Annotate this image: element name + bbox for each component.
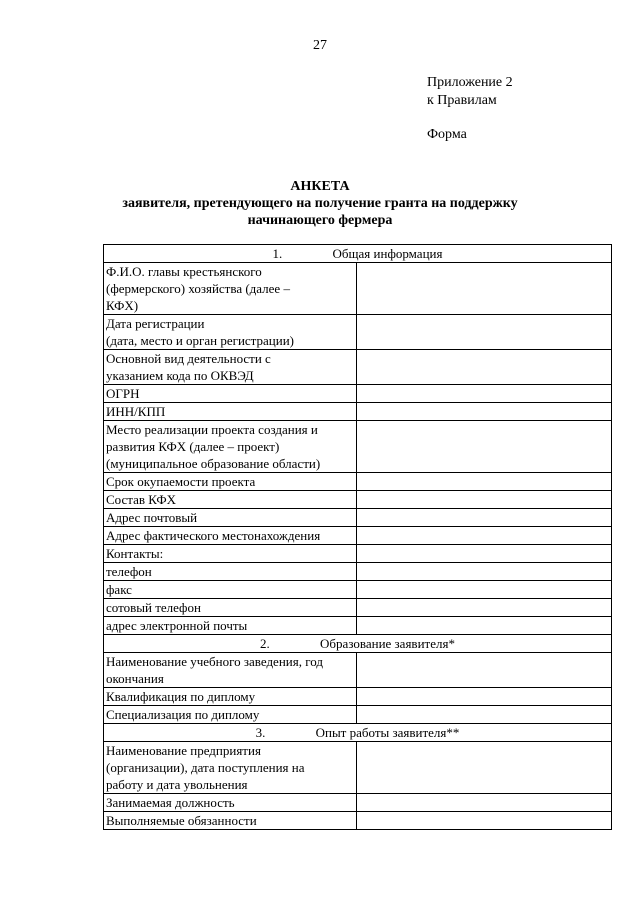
field-label-cell bbox=[104, 491, 357, 509]
title-heading: АНКЕТА bbox=[290, 179, 350, 194]
field-value-cell[interactable] bbox=[357, 350, 612, 385]
field-label-cell bbox=[104, 509, 357, 527]
table-row bbox=[104, 563, 612, 581]
section-heading-text bbox=[273, 245, 443, 262]
table-row bbox=[104, 545, 612, 563]
table-row bbox=[104, 509, 612, 527]
section-title: Общая информация bbox=[332, 246, 443, 261]
field-value-cell[interactable] bbox=[357, 509, 612, 527]
field-label-cell bbox=[104, 794, 357, 812]
field-label-cell bbox=[104, 812, 357, 830]
field-label-cell bbox=[104, 473, 357, 491]
field-label-line: развития КФХ (далее – проект) bbox=[106, 439, 280, 454]
field-label-line: Выполняемые обязанности bbox=[106, 813, 257, 828]
table-row bbox=[104, 688, 612, 706]
field-label-line: Адрес фактического местонахождения bbox=[106, 528, 321, 543]
table-row bbox=[104, 742, 612, 794]
table-row bbox=[104, 581, 612, 599]
field-label-line: окончания bbox=[106, 671, 164, 686]
field-label-cell bbox=[104, 563, 357, 581]
field-label-line: (организации), дата поступления на bbox=[106, 760, 305, 775]
field-label-line: адрес электронной почты bbox=[106, 618, 248, 633]
title-line-2: начинающего фермера bbox=[247, 213, 393, 228]
field-label-cell bbox=[104, 688, 357, 706]
field-label-line: сотовый телефон bbox=[106, 600, 201, 615]
field-label-line: (фермерского) хозяйства (далее – bbox=[106, 281, 290, 296]
table-row bbox=[104, 617, 612, 635]
page-number: 27 bbox=[313, 38, 327, 53]
field-label-cell bbox=[104, 653, 357, 688]
field-value-cell[interactable] bbox=[357, 491, 612, 509]
field-label-cell bbox=[104, 706, 357, 724]
field-label-line: Ф.И.О. главы крестьянского bbox=[106, 264, 262, 279]
table-row bbox=[104, 812, 612, 830]
section-title: Опыт работы заявителя** bbox=[315, 725, 460, 740]
field-label-line: работу и дата увольнения bbox=[106, 777, 248, 792]
form-label: Форма bbox=[427, 127, 467, 142]
table-row bbox=[104, 599, 612, 617]
field-label-line: Место реализации проекта создания и bbox=[106, 422, 318, 437]
table-row bbox=[104, 315, 612, 350]
table-row bbox=[104, 350, 612, 385]
field-value-cell[interactable] bbox=[357, 653, 612, 688]
field-label-cell bbox=[104, 545, 357, 563]
field-value-cell[interactable] bbox=[357, 742, 612, 794]
field-label-line: Наименование предприятия bbox=[106, 743, 261, 758]
document-title bbox=[0, 178, 640, 229]
field-label-line: указанием кода по ОКВЭД bbox=[106, 368, 254, 383]
table-row bbox=[104, 263, 612, 315]
field-value-cell[interactable] bbox=[357, 315, 612, 350]
section-number: 1. bbox=[272, 246, 283, 261]
title-line-1: заявителя, претендующего на получение гранта на поддержку bbox=[122, 196, 518, 211]
section-header-row bbox=[104, 724, 612, 742]
field-label-line: КФХ) bbox=[106, 298, 139, 313]
field-value-cell[interactable] bbox=[357, 545, 612, 563]
section-header bbox=[104, 245, 612, 263]
section-header-row bbox=[104, 245, 612, 263]
field-label-line: Основной вид деятельности с bbox=[106, 351, 271, 366]
field-value-cell[interactable] bbox=[357, 617, 612, 635]
table-row bbox=[104, 491, 612, 509]
field-label-cell bbox=[104, 263, 357, 315]
field-value-cell[interactable] bbox=[357, 581, 612, 599]
field-value-cell[interactable] bbox=[357, 527, 612, 545]
section-header bbox=[104, 724, 612, 742]
field-label-cell bbox=[104, 403, 357, 421]
field-label-line: факс bbox=[106, 582, 132, 597]
field-label-cell bbox=[104, 315, 357, 350]
section-header bbox=[104, 635, 612, 653]
field-label-line: Срок окупаемости проекта bbox=[106, 474, 256, 489]
appendix-line-1: Приложение 2 bbox=[427, 75, 513, 90]
table-row bbox=[104, 403, 612, 421]
table-row bbox=[104, 794, 612, 812]
table-row bbox=[104, 706, 612, 724]
field-label-cell bbox=[104, 742, 357, 794]
field-label-line: Адрес почтовый bbox=[106, 510, 198, 525]
field-label-line: (муниципальное образование области) bbox=[106, 456, 321, 471]
table-row bbox=[104, 653, 612, 688]
field-label-cell bbox=[104, 421, 357, 473]
field-value-cell[interactable] bbox=[357, 563, 612, 581]
field-label-line: Контакты: bbox=[106, 546, 164, 561]
field-label-line: ИНН/КПП bbox=[106, 404, 166, 419]
appendix-line-2: к Правилам bbox=[427, 93, 497, 108]
section-heading-text bbox=[260, 635, 455, 652]
field-label-cell bbox=[104, 581, 357, 599]
questionnaire-table bbox=[103, 244, 612, 830]
field-label-cell bbox=[104, 527, 357, 545]
field-label-line: телефон bbox=[106, 564, 152, 579]
field-value-cell[interactable] bbox=[357, 385, 612, 403]
table-row bbox=[104, 527, 612, 545]
field-value-cell[interactable] bbox=[357, 688, 612, 706]
field-label-line: Специализация по диплому bbox=[106, 707, 260, 722]
field-value-cell[interactable] bbox=[357, 812, 612, 830]
field-label-line: Дата регистрации bbox=[106, 316, 205, 331]
field-value-cell[interactable] bbox=[357, 403, 612, 421]
field-value-cell[interactable] bbox=[357, 263, 612, 315]
field-value-cell[interactable] bbox=[357, 599, 612, 617]
field-label-line: ОГРН bbox=[106, 386, 140, 401]
field-label-line: Квалификация по диплому bbox=[106, 689, 256, 704]
field-value-cell[interactable] bbox=[357, 421, 612, 473]
section-title: Образование заявителя* bbox=[320, 636, 455, 651]
field-value-cell[interactable] bbox=[357, 706, 612, 724]
field-value-cell[interactable] bbox=[357, 794, 612, 812]
questionnaire-table-body bbox=[104, 245, 612, 830]
section-heading-text bbox=[256, 724, 460, 741]
field-label-line: Состав КФХ bbox=[106, 492, 177, 507]
field-label-cell bbox=[104, 350, 357, 385]
section-number: 3. bbox=[255, 725, 266, 740]
field-value-cell[interactable] bbox=[357, 473, 612, 491]
appendix-reference bbox=[427, 74, 513, 110]
field-label-line: Занимаемая должность bbox=[106, 795, 235, 810]
field-label-cell bbox=[104, 599, 357, 617]
field-label-line: (дата, место и орган регистрации) bbox=[106, 333, 294, 348]
table-row bbox=[104, 385, 612, 403]
section-number: 2. bbox=[260, 636, 270, 651]
field-label-cell bbox=[104, 385, 357, 403]
table-row bbox=[104, 421, 612, 473]
field-label-line: Наименование учебного заведения, год bbox=[106, 654, 323, 669]
table-row bbox=[104, 473, 612, 491]
field-label-cell bbox=[104, 617, 357, 635]
section-header-row bbox=[104, 635, 612, 653]
